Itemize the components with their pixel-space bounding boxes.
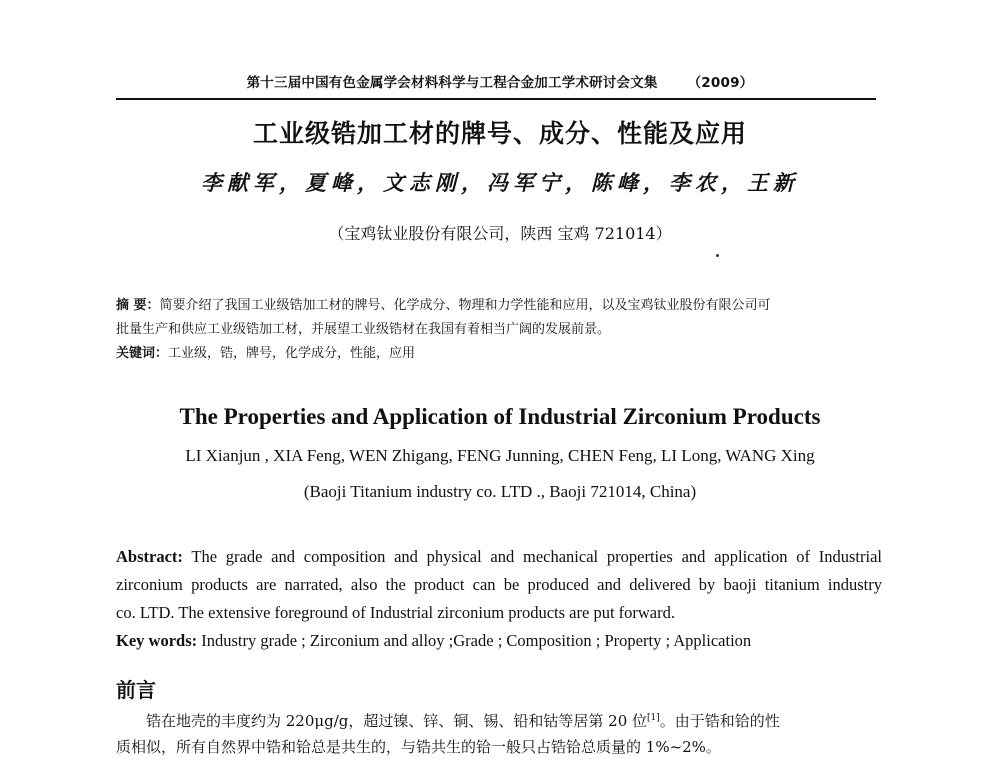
keywords-en-label: Key words: <box>116 631 198 650</box>
abstract-cn-text-1: 简要介绍了我国工业级锆加工材的牌号、化学成分、物理和力学性能和应用，以及宝鸡钛业股份有限公司可 <box>159 298 771 313</box>
keywords-cn-text: 工业级，锆，牌号，化学成分，性能，应用 <box>168 346 416 361</box>
abstract-cn-line-1 <box>116 294 886 318</box>
affiliation-cn: （宝鸡钛业股份有限公司，陕西 宝鸡 721014） <box>328 224 672 243</box>
abstract-en-label: Abstract: <box>116 547 183 566</box>
paper-title-cn: 工业级锆加工材的牌号、成分、性能及应用 <box>252 119 747 148</box>
authors-en: LI Xianjun , XIA Feng, WEN Zhigang, FENG Junning, CHEN Feng, LI Long, WANG Xing <box>185 446 815 465</box>
intro-line-1 <box>116 708 882 734</box>
abstract-cn-label: 摘 要： <box>116 298 160 313</box>
paper-title-en: The Properties and Application of Industrial Zirconium Products <box>179 404 821 429</box>
intro-line-1-b: 。由于锆和铪的性 <box>659 712 780 730</box>
journal-name: 第十三届中国有色金属学会材料科学与工程合金加工学术研讨会文集 <box>246 75 658 91</box>
abstract-cn-line-2: 批量生产和供应工业级锆加工材，并展望工业级锆材在我国有着相当广阔的发展前景。 <box>116 322 611 337</box>
affiliation-en: (Baoji Titanium industry co. LTD ., Baoji 721014, China) <box>303 482 697 501</box>
keywords-cn-label: 关键词： <box>116 346 169 361</box>
abstract-en-line-3: co. LTD. The extensive foreground of Industrial zirconium products are put forward. <box>116 603 676 622</box>
section-heading-intro: 前言 <box>116 678 156 702</box>
abstract-cn <box>116 294 886 366</box>
abstract-en-line-1 <box>116 543 882 571</box>
abstract-en <box>116 543 882 655</box>
citation-ref[interactable]: [1] <box>647 713 660 723</box>
running-header <box>0 71 1000 91</box>
keywords-cn <box>116 342 886 366</box>
intro-line-2: 质相似，所有自然界中锆和铪总是共生的，与锆共生的铪一般只占锆铪总质量的 1%~2%。 <box>116 738 721 756</box>
abstract-en-text-1: The grade and composition and physical and mechanical properties and application of Industrial <box>182 547 882 566</box>
header-rule <box>116 98 876 100</box>
journal-year: （2009） <box>687 75 754 91</box>
keywords-en <box>116 627 882 655</box>
intro-line-1-a: 锆在地壳的丰度约为 220μg/g，超过镍、锌、铜、锡、铅和钴等居第 20 位 <box>146 712 648 730</box>
abstract-en-line-2: zirconium products are narrated, also the product can be produced and delivered by baoji titanium industry <box>116 575 882 594</box>
speck-mark <box>716 254 719 257</box>
keywords-en-text: Industry grade ; Zirconium and alloy ;Grade ; Composition ; Property ; Application <box>197 631 752 650</box>
intro-paragraph <box>116 708 882 760</box>
authors-cn: 李献军，夏峰，文志刚，冯军宁，陈峰，李农，王新 <box>201 170 799 195</box>
